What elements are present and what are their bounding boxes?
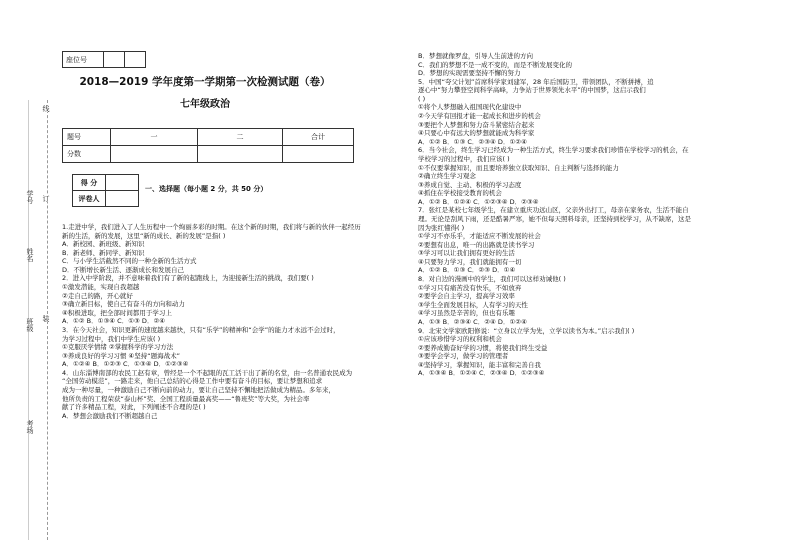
left-question-column [62,223,400,420]
question-line: B．梦想就像罗盘，引导人生前进的方向 [418,52,533,60]
question-line: 理。无论是刮风下雨，还是酷暑严寒，她不但每天照料母亲，还坚持到校学习，从不缺席，这是 [418,214,691,223]
question-line: ④坚持学习，掌握知识，能丰富和完善自我 [418,360,541,369]
question-line: 献了许多精品工程，对此，下列阐述不合理的是( ) [62,403,206,412]
exam-title: 2018—2019 学年度第一学期第一次检测试题（卷） [79,76,331,88]
question-line: ②要养成勤奋好学的习惯，将使我们终生受益 [418,343,548,352]
question-line: C．我们的梦想不是一成不变的，而是不断发展变化的 [418,60,573,69]
question-line: 学校学习的过程中，我们应该( ) [418,154,510,163]
binding-mark-order: 订 [42,195,50,202]
question-line: ③养成自觉、主动、积极的学习态度 [418,180,522,189]
question-line: ③确立新目标，使自己有奋斗的方向和动力 [62,300,185,309]
grader-score-label: 得 分 [73,175,106,191]
question-line: 9．北宋文学家欧阳修说：“立身以立学为先，立学以读书为本。”启示我们( ) [418,326,635,335]
question-line: ④抓住在学校接受教育的机会 [418,189,502,198]
binding-label-name: 姓名 [26,248,34,262]
question-line: C．与小学生活截然不同的一种全新的生活方式 [62,257,197,266]
question-line: A．①② B．①③ C．②③ D．①④ [418,266,516,275]
score-row-label: 分数 [63,146,111,163]
question-line: 6．当今社会，终生学习已经成为一种生活方式，终生学习要求我们珍惜在学校学习的机会，在 [418,146,689,155]
section-title: 一、选择题（每小题 2 分，共 50 分） [145,185,268,193]
question-line: ①克服厌学情绪 ②掌握科学的学习方法 [62,343,174,352]
question-line: A．①② B．①②④ C．①②③④ D．②③④ [418,197,539,206]
seat-number-label: 座位号 [63,52,104,68]
question-line: ②确立终生学习观念 [418,172,476,181]
question-line: ④学习虽然是辛苦的，但也有乐趣 [418,309,515,318]
question-line: D．不断增长新生活、逐渐成长和发展自己 [62,265,185,274]
question-line: ③学习可以让我们拥有更好的生活 [418,249,515,258]
question-line: 成为一种尽量，一种激励自己不断向前的动力，要让自己坚持不懈地把活做成为精品。多年来， [62,385,335,394]
question-line: 新的生活，新的发展，这里“新的成长、新的发展”是指( ) [62,231,226,240]
question-line: ④只要心中有远大的梦想就能成为科学家 [418,129,535,138]
question-line: A．①②④ B．①②③ C．①③④ D．①②③④ [62,360,189,369]
score-header: 合计 [283,129,354,146]
question-line: ③要学会学习，做学习的管理者 [418,352,509,361]
question-line: ②要学会自主学习，提高学习效率 [418,292,515,301]
question-line: 为学习过程中，我们中学生应该( ) [62,334,161,343]
score-header: 题号 [63,129,111,146]
score-header: 一 [111,129,198,146]
seat-number-table [62,51,146,68]
question-line: A．新校园、新班级、新知识 [62,240,145,249]
question-line: ②今天学有回报才能一起成长和进步的机会 [418,112,541,121]
exam-subject: 七年级政治 [180,99,230,110]
question-line: ①应该珍惜学习的权利和机会 [418,335,502,344]
grader-score-cell[interactable] [106,175,139,191]
question-line: B．新老师、新同学、新知识 [62,248,145,257]
question-line: ②要想有出息，唯一的出路就是读书学习 [418,240,535,249]
question-line: 他所负责的工程荣获“泰山杯”奖、全国工程质量最高奖——“鲁班奖”等大奖，为社会率 [62,394,310,403]
question-line: ①学习只有痛苦没有快乐，不如放弃 [418,283,522,292]
question-line: ④只要努力学习，我们就能拥有一切 [418,257,522,266]
question-line: ③要把个人梦想和努力奋斗紧密结合起来 [418,120,535,129]
binding-mark-bind: 装 [42,315,50,322]
question-line: ①将个人梦想融入祖国现代化建设中 [418,103,522,112]
question-line: ④积极进取，把全部时间都用于学习上 [62,308,172,317]
question-line: 逐心中“努力攀登空间科学高峰，力争站于世界领先水平”的中国梦，这启示我们 [418,86,646,95]
right-question-column [418,52,788,378]
question-line: ①激发潜能，实现自我超越 [62,283,140,292]
question-line: A．①② B．①③ C．②③④ D．①②④ [418,137,527,146]
score-cell[interactable] [283,146,354,163]
question-line: “全国劳动模范”，一路走来，他自己总结的心得是工作中要有奋斗的目标，要让梦想和追求 [62,377,323,386]
question-line: 4．山东淄博南部的农民工赵有章，曾经是一个不起眼的瓦工活干出了新的名堂，由一名普通农民成为 [62,368,353,377]
score-table [62,128,354,163]
question-line: 5．中国“夸父计划”首席科学家刘建军，28 年后国防卫，带领团队，不断拼搏，追 [418,77,654,86]
question-line: ①不仅要掌握知识，而且要培养独立获取知识、自主判断与选择的能力 [418,163,619,172]
grader-name-cell[interactable] [106,191,139,207]
binding-label-room: 考场 [26,420,34,434]
question-line: 1.走进中学，我们进入了人生历程中一个绚丽多彩的时期。在这个新的时期，我们将与新的伙伴一起经历 [62,223,361,231]
binding-label-class: 班级 [26,318,34,332]
question-line: A．①② B．①③④ C．①③ D．②④ [62,317,166,326]
score-header: 二 [198,129,283,146]
question-line: 8．对自边的漫画中的学生，我们可以这样劝诫他( ) [418,275,566,284]
question-line: ①学习不亦乐乎，才能适应不断发展的社会 [418,232,541,241]
question-line: D．梦想的实现需要坚持不懈的努力 [418,69,521,78]
score-cell[interactable] [111,146,198,163]
question-line: A．梦想会激励我们不断超越自己 [62,411,158,420]
question-line: ③养成良好的学习习惯 ④坚持“题海战术” [62,351,180,360]
question-line: ( ) [418,94,426,103]
grader-name-label: 评卷人 [73,191,106,207]
score-cell[interactable] [198,146,283,163]
question-line: 7．张红是某校七年级学生，在建立重庆功远山区，父亲外出打工，母亲在家务农，生活不能自 [418,206,689,215]
question-line: A．①③ B．②③④ C．②④ D．①②④ [418,317,527,326]
question-line: A．①③④ B．①②④ C．②③④ D．①②③④ [418,369,545,378]
seat-number-cell[interactable] [125,52,146,68]
question-line: ②走自己的路，开心就好 [62,291,133,300]
question-line: 3．在今天社会，知识更新的速度越来越快，只有“乐学”的精神和“会学”的能力才永远不会过时， [62,325,340,334]
binding-label-student-id: 学号 [26,190,34,204]
binding-mark-line: 线 [42,105,50,112]
grader-table [72,174,139,207]
seat-number-cell[interactable] [104,52,125,68]
question-line: 因为张红懂得( ) [418,223,465,232]
question-line: ③学生全面发展目标，人有学习的天性 [418,300,528,309]
question-line: 2．进入中学阶段，并不意味着我们有了新的起跑线上，为迎接新生活的挑战，我们要( ) [62,274,314,283]
